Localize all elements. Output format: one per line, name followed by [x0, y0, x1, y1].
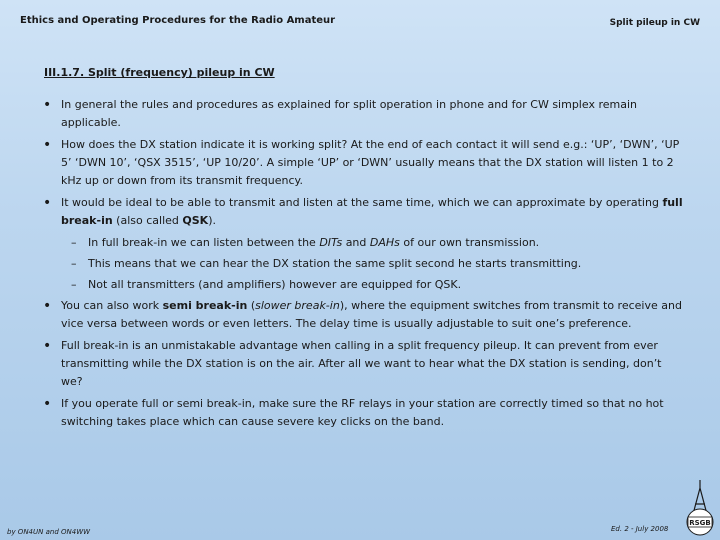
rsgb-logo-text: RSGB: [689, 519, 711, 527]
footer-edition: Ed. 2 - July 2008: [611, 525, 669, 533]
rsgb-logo: [680, 478, 720, 540]
bullet-4: • You can also work semi break-in (slower break-in), where the equipment switches from transmit to receive and vice versa between words or even letters. The delay time is usually adjustable to suit one’s preference.: [43, 297, 683, 333]
bullet-3: • It would be ideal to be able to transmit and listen at the same time, which we can approximate by operating full break-in (also called QSK).: [43, 194, 683, 230]
bullet-5: • Full break-in is an unmistakable advantage when calling in a split frequency pileup. It can prevent from ever transmitting while the DX station is on the air. After all we want to hear what the DX station is sending, don’t we?: [43, 337, 683, 391]
footer-authors: by ON4UN and ON4WW: [7, 528, 91, 536]
bullet-1: • In general the rules and procedures as explained for split operation in phone and for CW simplex remain applicable.: [43, 96, 683, 132]
header-left: Ethics and Operating Procedures for the Radio Amateur: [20, 15, 336, 26]
sub-bullet-3: – Not all transmitters (and amplifiers) however are equipped for QSK.: [43, 276, 683, 294]
bold-term: full break-in: [61, 196, 683, 227]
bold-term: semi break-in: [162, 299, 248, 312]
bullet-2: • How does the DX station indicate it is working split? At the end of each contact it will send e.g.: ‘UP’, ‘DWN’, ‘UP 5’ ‘DWN 10’, ‘QSX 3515’, ‘UP 10/20’. A simple ‘UP’ or ‘DWN’ usually means that the DX station will listen 1 to 2 kHz up or down from its transmit frequency.: [43, 136, 683, 190]
content: [43, 96, 683, 435]
bold-term: QSK: [182, 214, 209, 227]
bullet-6: • If you operate full or semi break-in, make sure the RF relays in your station are correctly timed so that no hot switching takes place which can cause severe key clicks on the band.: [43, 395, 683, 431]
header-right: Split pileup in CW: [609, 18, 700, 28]
page-title: III.1.7. Split (frequency) pileup in CW: [44, 66, 275, 79]
sub-bullet-1: – In full break-in we can listen between the DITs and DAHs of our own transmission.: [43, 234, 683, 252]
sub-bullet-2: – This means that we can hear the DX station the same split second he starts transmitting.: [43, 255, 683, 273]
